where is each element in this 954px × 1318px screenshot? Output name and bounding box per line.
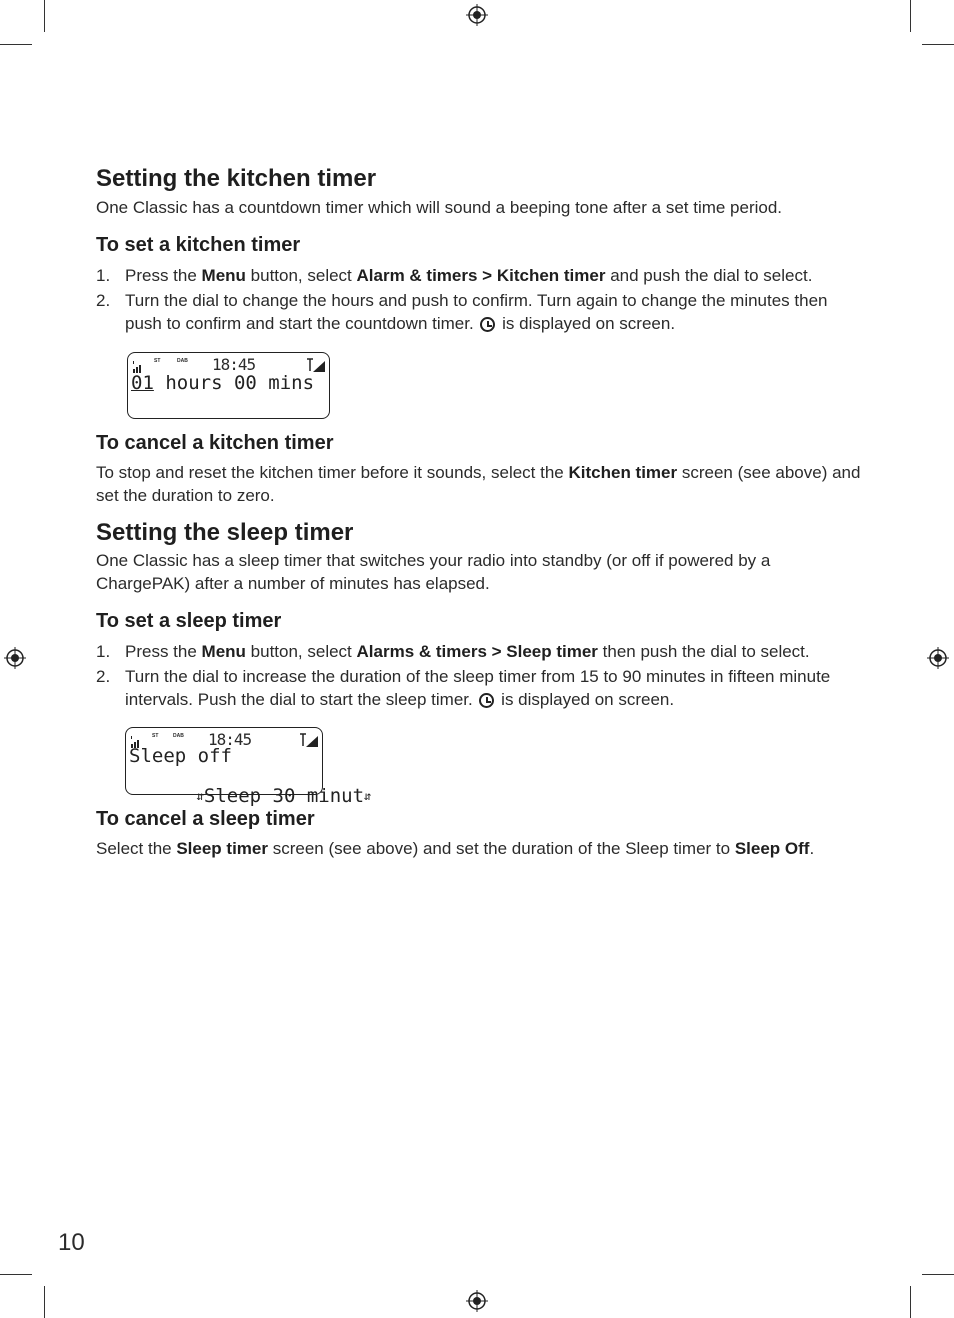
page-content	[96, 164, 866, 860]
cancel-sleep-timer-text: Select the Sleep timer screen (see above) and set the duration of the Sleep timer to Sleep Off.	[96, 839, 815, 858]
crop-mark	[44, 0, 45, 32]
registration-mark-icon	[466, 4, 488, 26]
list-item: 1. Press the Menu button, select Alarm & timers > Kitchen timer and push the dial to select.	[96, 266, 813, 285]
stereo-indicator: ST	[152, 733, 159, 739]
set-sleep-timer-heading: To set a sleep timer	[96, 610, 282, 632]
antenna-signal-icon	[300, 733, 318, 747]
lcd-clock-time: 18:45	[208, 730, 252, 749]
set-kitchen-timer-heading: To set a kitchen timer	[96, 234, 301, 256]
signal-bars-icon	[132, 359, 144, 373]
lcd-hours-value: 01	[131, 372, 154, 394]
dab-indicator: DAB	[173, 733, 184, 739]
scroll-arrows-icon: ⇵	[364, 789, 372, 803]
crop-mark	[910, 0, 911, 32]
sleep-timer-intro: One Classic has a sleep timer that switches your radio into standby (or off if powered by a ChargePAK) after a number of minutes has elapsed.	[96, 551, 771, 593]
lcd-display-kitchen-timer	[127, 352, 330, 419]
crop-mark	[44, 1286, 45, 1318]
list-item: 2. Turn the dial to change the hours and push to confirm. Turn again to change the minutes then push to confirm and start the countdown timer. is displayed on screen.	[96, 291, 828, 333]
antenna-signal-icon	[307, 358, 325, 372]
kitchen-timer-intro: One Classic has a countdown timer which will sound a beeping tone after a set time period.	[96, 198, 783, 217]
dab-indicator: DAB	[177, 358, 188, 364]
kitchen-timer-title: Setting the kitchen timer	[96, 165, 377, 192]
page-number: 10	[58, 1229, 85, 1256]
stereo-indicator: ST	[154, 358, 161, 364]
crop-mark	[922, 44, 954, 45]
lcd-clock-time: 18:45	[212, 355, 256, 374]
cancel-kitchen-timer-text: To stop and reset the kitchen timer before it sounds, select the Kitchen timer screen (see above) and set the duration to zero.	[96, 463, 861, 505]
lcd-line-2: ⇵Sleep 30 minut⇵	[196, 785, 372, 807]
registration-mark-icon	[927, 647, 949, 669]
crop-mark	[0, 1274, 32, 1275]
cancel-sleep-timer-heading: To cancel a sleep timer	[96, 808, 315, 830]
sleep-timer-title: Setting the sleep timer	[96, 519, 354, 546]
lcd-status-bar	[132, 357, 325, 373]
lcd-line-1: 01 hours 00 mins	[131, 372, 315, 394]
kitchen-timer-steps	[96, 264, 866, 335]
lcd-display-sleep-timer	[125, 727, 372, 807]
list-item: 2. Turn the dial to increase the duration of the sleep timer from 15 to 90 minutes in fifteen minute intervals. Push the dial to start the sleep timer. is displayed on screen.	[96, 667, 831, 709]
registration-mark-icon	[466, 1290, 488, 1312]
clock-icon	[479, 693, 494, 708]
clock-icon	[480, 317, 495, 332]
scroll-arrows-icon: ⇵	[196, 789, 204, 803]
lcd-line-1: Sleep off	[129, 745, 232, 767]
cancel-kitchen-timer-heading: To cancel a kitchen timer	[96, 432, 334, 454]
registration-mark-icon	[4, 647, 26, 669]
crop-mark	[910, 1286, 911, 1318]
sleep-timer-steps	[96, 640, 866, 711]
crop-mark	[922, 1274, 954, 1275]
crop-mark	[0, 44, 32, 45]
list-item: 1. Press the Menu button, select Alarms & timers > Sleep timer then push the dial to select.	[96, 642, 810, 661]
